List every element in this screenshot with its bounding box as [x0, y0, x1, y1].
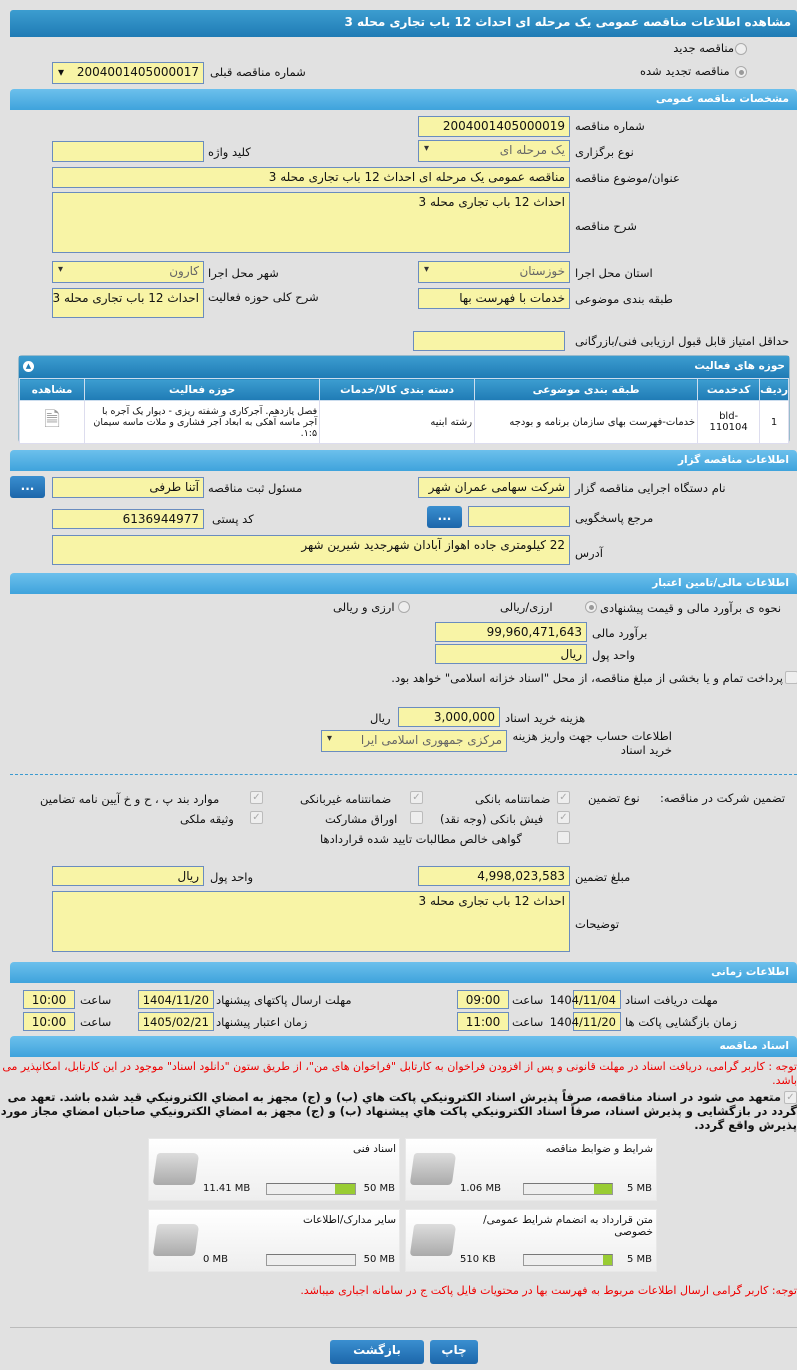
- notes-label: توضیحات: [575, 917, 620, 931]
- city-label: شهر محل اجرا: [208, 266, 279, 280]
- cell-row: 1: [760, 401, 789, 444]
- rial-radio[interactable]: [585, 601, 597, 613]
- document-item[interactable]: [148, 1209, 400, 1272]
- prev-number-label: شماره مناقصه قبلی: [210, 65, 306, 79]
- folder-icon: [410, 1153, 456, 1185]
- receive-date-field[interactable]: 1404/11/04: [573, 990, 621, 1009]
- cash-checkbox[interactable]: ✓: [557, 811, 570, 824]
- col-code: کدخدمت: [698, 379, 760, 401]
- section-documents: اسناد مناقصه: [10, 1036, 797, 1057]
- activity-desc-label: شرح کلی حوزه فعالیت: [208, 290, 319, 304]
- divider: [10, 1327, 797, 1328]
- valid-time-field[interactable]: 10:00: [23, 1012, 75, 1031]
- col-group: دسته بندی کالا/خدمات: [320, 379, 475, 401]
- bank-guarantee-checkbox[interactable]: ✓: [557, 791, 570, 804]
- hour-label: ساعت: [80, 1015, 112, 1029]
- document-item[interactable]: [405, 1209, 657, 1272]
- property-checkbox[interactable]: ✓: [250, 811, 263, 824]
- open-label: زمان بازگشایی پاکت ها: [625, 1015, 737, 1029]
- send-date-field[interactable]: 1404/11/20: [138, 990, 214, 1009]
- hour-label: ساعت: [512, 1015, 544, 1029]
- cash-label: فیش بانکی (وجه نقد): [440, 812, 544, 826]
- chevron-down-icon: ▾: [58, 264, 64, 275]
- documents-notice: توجه : کاربر گرامی، دریافت اسناد در مهلت قانونی و پس از افزودن فراخوان به کارتابل "فراخوان های من"، از طریق ستون "دانلود اسناد" موجود در این کارتابل، امکانپذیر می باشد.: [2, 1060, 797, 1087]
- receive-label: مهلت دریافت اسناد: [625, 993, 718, 1007]
- documents-body: [0, 1060, 797, 1298]
- province-value: خوزستان: [519, 264, 565, 278]
- notes-textarea[interactable]: احداث 12 باب تجاری محله 3: [52, 891, 570, 952]
- activities-title: حوزه های فعالیت: [694, 360, 785, 372]
- activities-table: [19, 378, 789, 444]
- document-size: 510 KB: [460, 1254, 496, 1265]
- foreign-rial-radio-label: ارزی و ریالی: [333, 600, 395, 614]
- subject-label: عنوان/موضوع مناقصه: [575, 171, 680, 185]
- col-field: حوزه فعالیت: [85, 379, 320, 401]
- responsible-field[interactable]: آتنا طرفی: [52, 477, 204, 498]
- bonds-checkbox[interactable]: [410, 811, 423, 824]
- province-select[interactable]: [418, 261, 570, 283]
- estimate-field[interactable]: 99,960,471,643: [435, 622, 587, 642]
- document-size-bar: [266, 1183, 356, 1195]
- table-row: [20, 401, 789, 444]
- new-tender-radio[interactable]: [735, 43, 747, 55]
- folder-icon: [153, 1224, 199, 1256]
- guarantee-currency-field[interactable]: ریال: [52, 866, 204, 886]
- holding-type-select[interactable]: [418, 140, 570, 162]
- section-timing: اطلاعات زمانی: [10, 962, 797, 983]
- document-size-fill: [335, 1184, 355, 1194]
- postal-label: کد پستی: [212, 512, 254, 526]
- doc-cost-unit: ریال: [370, 711, 391, 725]
- renewed-tender-radio[interactable]: [735, 66, 747, 78]
- select-ref-button[interactable]: ...: [427, 506, 462, 528]
- document-size-bar: [523, 1183, 613, 1195]
- documents-grid: [0, 1138, 797, 1272]
- send-time-field[interactable]: 10:00: [23, 990, 75, 1009]
- price-list-note: توجه: کاربر گرامی ارسال اطلاعات مربوط به فهرست بها در محتویات فایل پاکت ج در سامانه اجباری میباشد.: [300, 1284, 797, 1297]
- claims-label: گواهی خالص مطالبات تایید شده قراردادها: [320, 832, 522, 846]
- nonbank-guarantee-checkbox[interactable]: ✓: [410, 791, 423, 804]
- category-field[interactable]: خدمات با فهرست بها: [418, 288, 570, 309]
- treasury-checkbox[interactable]: [785, 671, 797, 684]
- back-button[interactable]: بازگشت: [330, 1340, 424, 1364]
- method-label: نحوه ی برآورد مالی و قیمت پیشنهادی: [600, 601, 782, 615]
- number-label: شماره مناقصه: [575, 119, 645, 133]
- hour-label: ساعت: [80, 993, 112, 1007]
- page-title: مشاهده اطلاعات مناقصه عمومی یک مرحله ای احداث 12 باب تجاری محله 3: [10, 10, 797, 37]
- guarantee-label: تضمین شرکت در مناقصه:: [660, 791, 786, 805]
- property-label: وثیقه ملکی: [180, 812, 234, 826]
- document-max-size: 5 MB: [626, 1254, 652, 1265]
- print-button[interactable]: چاپ: [430, 1340, 478, 1364]
- keyword-field[interactable]: [52, 141, 204, 162]
- doc-cost-label: هزینه خرید اسناد: [505, 711, 586, 725]
- cell-code: bld-110104: [698, 401, 760, 444]
- cell-group: رشته ابنیه: [320, 401, 475, 444]
- guarantee-amount-field[interactable]: 4,998,023,583: [418, 866, 570, 886]
- min-score-field[interactable]: [413, 331, 565, 351]
- bank-guarantee-label: ضمانتنامه بانکی: [475, 792, 551, 806]
- document-item[interactable]: [148, 1138, 400, 1201]
- claims-checkbox[interactable]: [557, 831, 570, 844]
- description-textarea[interactable]: احداث 12 باب تجاری محله 3: [52, 192, 570, 253]
- receive-time-field[interactable]: 09:00: [457, 990, 509, 1009]
- open-date-field[interactable]: 1404/11/20: [573, 1012, 621, 1031]
- folder-icon: [153, 1153, 199, 1185]
- send-label: مهلت ارسال پاکتهای پیشنهاد: [216, 993, 352, 1007]
- renewed-tender-label: مناقصه تجدید شده: [640, 64, 730, 78]
- treasury-text: پرداخت تمام و یا بخشی از مبلغ مناقصه، از محل "اسناد خزانه اسلامی" خواهد بود.: [391, 671, 783, 685]
- city-value: کارون: [169, 264, 199, 278]
- address-label: آدرس: [575, 546, 603, 560]
- select-responsible-button[interactable]: ...: [10, 476, 45, 498]
- nonbank-guarantee-label: ضمانتنامه غیربانکی: [300, 792, 392, 806]
- chevron-down-icon: ▾: [58, 65, 65, 79]
- section-organizer: اطلاعات مناقصه گزار: [10, 450, 797, 471]
- keyword-label: کلید واژه: [208, 145, 251, 159]
- view-document-icon[interactable]: 🗎: [20, 401, 85, 444]
- cell-field: فصل یازدهم. آجرکاری و شفته ریزی - دیوار یک آجره با آجر ماسه آهکی به ابعاد آجر فشاری و ملات ماسه سیمان ۱:۵.: [85, 401, 320, 444]
- estimate-label: برآورد مالی: [592, 626, 648, 640]
- city-select[interactable]: [52, 261, 204, 283]
- chevron-down-icon: ▾: [327, 733, 333, 744]
- account-value: مرکزی جمهوری اسلامی ایرا: [360, 733, 502, 747]
- folder-icon: [410, 1224, 456, 1256]
- address-field[interactable]: 22 کیلومتری جاده اهواز آبادان شهرجدید شیرین شهر: [52, 535, 570, 565]
- foreign-rial-radio[interactable]: [398, 601, 410, 613]
- activities-panel: [18, 355, 790, 443]
- prev-number-value: 2004001405000017: [76, 65, 199, 79]
- activity-desc-field[interactable]: احداث 12 باب تجاری محله 3: [52, 288, 204, 318]
- document-size-fill: [603, 1255, 612, 1265]
- valid-label: زمان اعتبار پیشنهاد: [216, 1015, 308, 1029]
- org-label: نام دستگاه اجرایی مناقصه گزار: [575, 481, 726, 495]
- document-size-bar: [523, 1254, 613, 1266]
- col-category: طبقه بندی موضوعی: [475, 379, 698, 401]
- rial-radio-label: ارزی/ریالی: [500, 600, 553, 614]
- postal-code-field[interactable]: 6136944977: [52, 509, 204, 529]
- org-field[interactable]: شرکت سهامی عمران شهر: [418, 477, 570, 498]
- min-score-label: حداقل امتیاز قابل قبول ارزیابی فنی/بازرگانی: [575, 334, 790, 348]
- document-name: متن قرارداد به انضمام شرایط عمومی/خصوصی: [483, 1214, 653, 1238]
- section-finance: اطلاعات مالی/تامین اعتبار: [10, 573, 797, 594]
- pledge-block: [0, 1090, 797, 1132]
- clauses-checkbox[interactable]: ✓: [250, 791, 263, 804]
- currency-field[interactable]: ریال: [435, 644, 587, 664]
- cell-category: خدمات-فهرست بهای سازمان برنامه و بودجه: [475, 401, 698, 444]
- section-general: مشخصات مناقصه عمومی: [10, 89, 797, 110]
- tender-number-field[interactable]: 2004001405000019: [418, 116, 570, 137]
- document-name: سایر مدارک/اطلاعات: [303, 1214, 396, 1226]
- resp-label: مسئول ثبت مناقصه: [208, 481, 303, 495]
- open-time-field[interactable]: 11:00: [457, 1012, 509, 1031]
- prev-number-select[interactable]: [52, 62, 204, 84]
- activities-header: [19, 356, 789, 378]
- bonds-label: اوراق مشارکت: [325, 812, 398, 826]
- guarantee-currency-label: واحد پول: [210, 870, 254, 884]
- pledge-checkbox[interactable]: ✓: [784, 1091, 797, 1104]
- hour-label: ساعت: [512, 993, 544, 1007]
- province-label: استان محل اجرا: [575, 266, 653, 280]
- account-label: اطلاعات حساب جهت واریز هزینه خرید اسناد: [512, 729, 672, 757]
- document-size-fill: [594, 1184, 612, 1194]
- divider: [10, 774, 797, 775]
- pledge-text: متعهد می شود در اسناد مناقصه، صرفاً پذیرش اسناد الکترونیکي پاکت هاي (ب) و (ج) مجهز به امضاي الکترونیکي قيد شده باشد. تعهد می گردد در بازگشایی و پذيرش اسناد، صرفاً اسناد الکترونیکي پاکت هاي پيشنهاد (ب) و (ج) مجهز به امضاي الکترونيکي صاحبان امضاي مجاز مورد پذيرش واقع گردد.: [0, 1090, 797, 1132]
- clauses-label: موارد بند پ ، ح و خ آیین نامه تضامین: [40, 792, 220, 806]
- document-item[interactable]: [405, 1138, 657, 1201]
- document-max-size: 50 MB: [363, 1183, 395, 1194]
- document-name: اسناد فنی: [352, 1143, 396, 1155]
- document-size: 0 MB: [203, 1254, 229, 1265]
- document-max-size: 50 MB: [363, 1254, 395, 1265]
- document-size: 11.41 MB: [203, 1183, 251, 1194]
- document-size: 1.06 MB: [460, 1183, 501, 1194]
- account-select[interactable]: [321, 730, 507, 752]
- document-size-bar: [266, 1254, 356, 1266]
- holding-label: نوع برگزاری: [575, 145, 634, 159]
- table-header-row: [20, 379, 789, 401]
- valid-date-field[interactable]: 1405/02/21: [138, 1012, 214, 1031]
- chevron-down-icon: ▾: [424, 264, 430, 275]
- chevron-down-icon: ▾: [424, 143, 430, 154]
- category-label: طبقه بندی موضوعی: [575, 292, 673, 306]
- holding-type-value: یک مرحله ای: [499, 143, 565, 157]
- subject-field[interactable]: مناقصه عمومی یک مرحله ای احداث 12 باب تجاری محله 3: [52, 167, 570, 188]
- ref-field[interactable]: [468, 506, 570, 527]
- collapse-icon[interactable]: ▲: [23, 361, 34, 372]
- document-name: شرایط و ضوابط مناقصه: [545, 1143, 653, 1155]
- document-max-size: 5 MB: [626, 1183, 652, 1194]
- col-row: ردیف: [760, 379, 789, 401]
- col-view: مشاهده: [20, 379, 85, 401]
- desc-label: شرح مناقصه: [575, 219, 637, 233]
- currency-label: واحد پول: [592, 648, 636, 662]
- ref-label: مرجع پاسخگویی: [575, 511, 654, 525]
- doc-cost-field[interactable]: 3,000,000: [398, 707, 500, 727]
- amount-label: مبلغ تضمین: [575, 870, 631, 884]
- guarantee-type-label: نوع تضمین: [588, 791, 640, 805]
- new-tender-label: مناقصه جدید: [673, 41, 734, 55]
